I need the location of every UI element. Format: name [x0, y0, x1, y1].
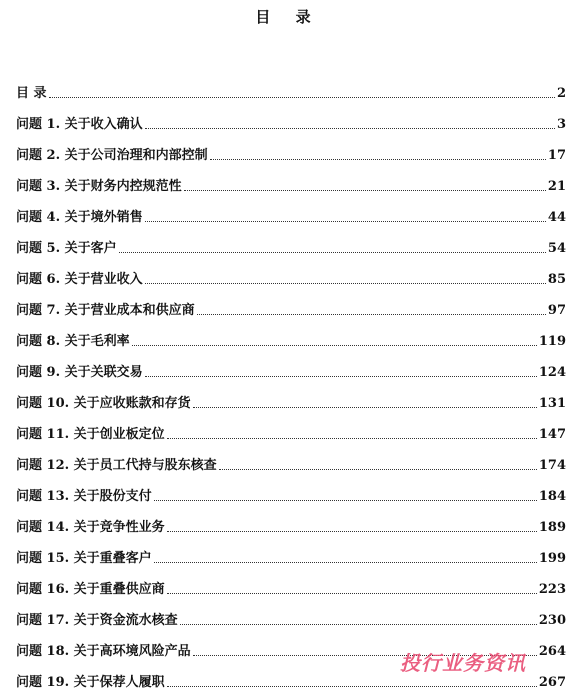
- toc-entry-label: 问题 18. 关于高环境风险产品: [16, 644, 191, 659]
- toc-entry-page: 174: [538, 458, 566, 473]
- dot-leader: [180, 624, 537, 625]
- toc-entry[interactable]: [16, 411, 566, 442]
- dot-leader: [167, 438, 537, 439]
- dot-leader: [49, 97, 555, 98]
- dot-leader: [167, 593, 537, 594]
- toc-entry[interactable]: [16, 194, 566, 225]
- toc-entry[interactable]: [16, 380, 566, 411]
- toc-entry[interactable]: [16, 287, 566, 318]
- toc-entry-page: 230: [538, 613, 566, 628]
- toc-entry-page: 184: [538, 489, 566, 504]
- toc-entry-page: 21: [547, 179, 566, 194]
- toc-entry[interactable]: [16, 442, 566, 473]
- toc-entry-label: 问题 10. 关于应收账款和存货: [16, 396, 191, 411]
- toc-entry-label: 问题 19. 关于保荐人履职: [16, 675, 165, 690]
- toc-entry[interactable]: [16, 504, 566, 535]
- toc-entry[interactable]: [16, 566, 566, 597]
- toc-entry-page: 17: [547, 148, 566, 163]
- toc-entry-page: 119: [538, 334, 566, 349]
- page-title: 目 录: [255, 8, 321, 26]
- toc-entry-label: 问题 11. 关于创业板定位: [16, 427, 165, 442]
- toc-entry-page: 44: [547, 210, 566, 225]
- toc-entry[interactable]: [16, 225, 566, 256]
- toc-entry-page: 267: [538, 675, 566, 690]
- toc-entry-page: 85: [547, 272, 566, 287]
- dot-leader: [119, 252, 546, 253]
- watermark: 投行业务资讯: [400, 651, 526, 675]
- toc-entry-page: 199: [538, 551, 566, 566]
- toc-entry-page: 2: [556, 86, 566, 101]
- dot-leader: [184, 190, 546, 191]
- toc-entry-page: 3: [556, 117, 566, 132]
- toc-entry-label: 问题 15. 关于重叠客户: [16, 551, 152, 566]
- toc-entry-page: 131: [538, 396, 566, 411]
- toc-entry-label: 问题 8. 关于毛利率: [16, 334, 130, 349]
- dot-leader: [145, 221, 546, 222]
- toc-entry-label: 目 录: [16, 86, 47, 101]
- dot-leader: [145, 376, 537, 377]
- toc-entry-label: 问题 14. 关于竞争性业务: [16, 520, 165, 535]
- dot-leader: [167, 686, 537, 687]
- toc-entry-page: 264: [538, 644, 566, 659]
- dot-leader: [197, 314, 546, 315]
- toc-entry[interactable]: [16, 318, 566, 349]
- toc-entry-label: 问题 12. 关于员工代持与股东核查: [16, 458, 217, 473]
- dot-leader: [167, 531, 537, 532]
- toc-entry-label: 问题 16. 关于重叠供应商: [16, 582, 165, 597]
- toc-entry-page: 54: [547, 241, 566, 256]
- dot-leader: [132, 345, 537, 346]
- dot-leader: [193, 407, 537, 408]
- table-of-contents: [16, 70, 566, 690]
- toc-entry-label: 问题 9. 关于关联交易: [16, 365, 143, 380]
- toc-entry[interactable]: [16, 163, 566, 194]
- toc-entry[interactable]: [16, 597, 566, 628]
- toc-entry[interactable]: [16, 101, 566, 132]
- dot-leader: [219, 469, 537, 470]
- dot-leader: [154, 500, 537, 501]
- toc-entry[interactable]: [16, 473, 566, 504]
- toc-entry-label: 问题 17. 关于资金流水核查: [16, 613, 178, 628]
- dot-leader: [210, 159, 546, 160]
- toc-entry-page: 223: [538, 582, 566, 597]
- toc-entry-label: 问题 6. 关于营业收入: [16, 272, 143, 287]
- toc-entry-label: 问题 13. 关于股份支付: [16, 489, 152, 504]
- toc-entry-label: 问题 2. 关于公司治理和内部控制: [16, 148, 208, 163]
- toc-entry-page: 189: [538, 520, 566, 535]
- toc-entry-page: 97: [547, 303, 566, 318]
- toc-entry[interactable]: [16, 349, 566, 380]
- toc-entry-label: 问题 3. 关于财务内控规范性: [16, 179, 182, 194]
- toc-entry-label: 问题 1. 关于收入确认: [16, 117, 143, 132]
- toc-entry-page: 124: [538, 365, 566, 380]
- toc-entry-page: 147: [538, 427, 566, 442]
- toc-entry[interactable]: [16, 256, 566, 287]
- dot-leader: [145, 128, 555, 129]
- toc-entry[interactable]: [16, 535, 566, 566]
- toc-entry-label: 问题 5. 关于客户: [16, 241, 117, 256]
- toc-entry[interactable]: [16, 70, 566, 101]
- dot-leader: [145, 283, 546, 284]
- toc-entry-label: 问题 4. 关于境外销售: [16, 210, 143, 225]
- dot-leader: [154, 562, 537, 563]
- toc-entry-label: 问题 7. 关于营业成本和供应商: [16, 303, 195, 318]
- toc-entry[interactable]: [16, 132, 566, 163]
